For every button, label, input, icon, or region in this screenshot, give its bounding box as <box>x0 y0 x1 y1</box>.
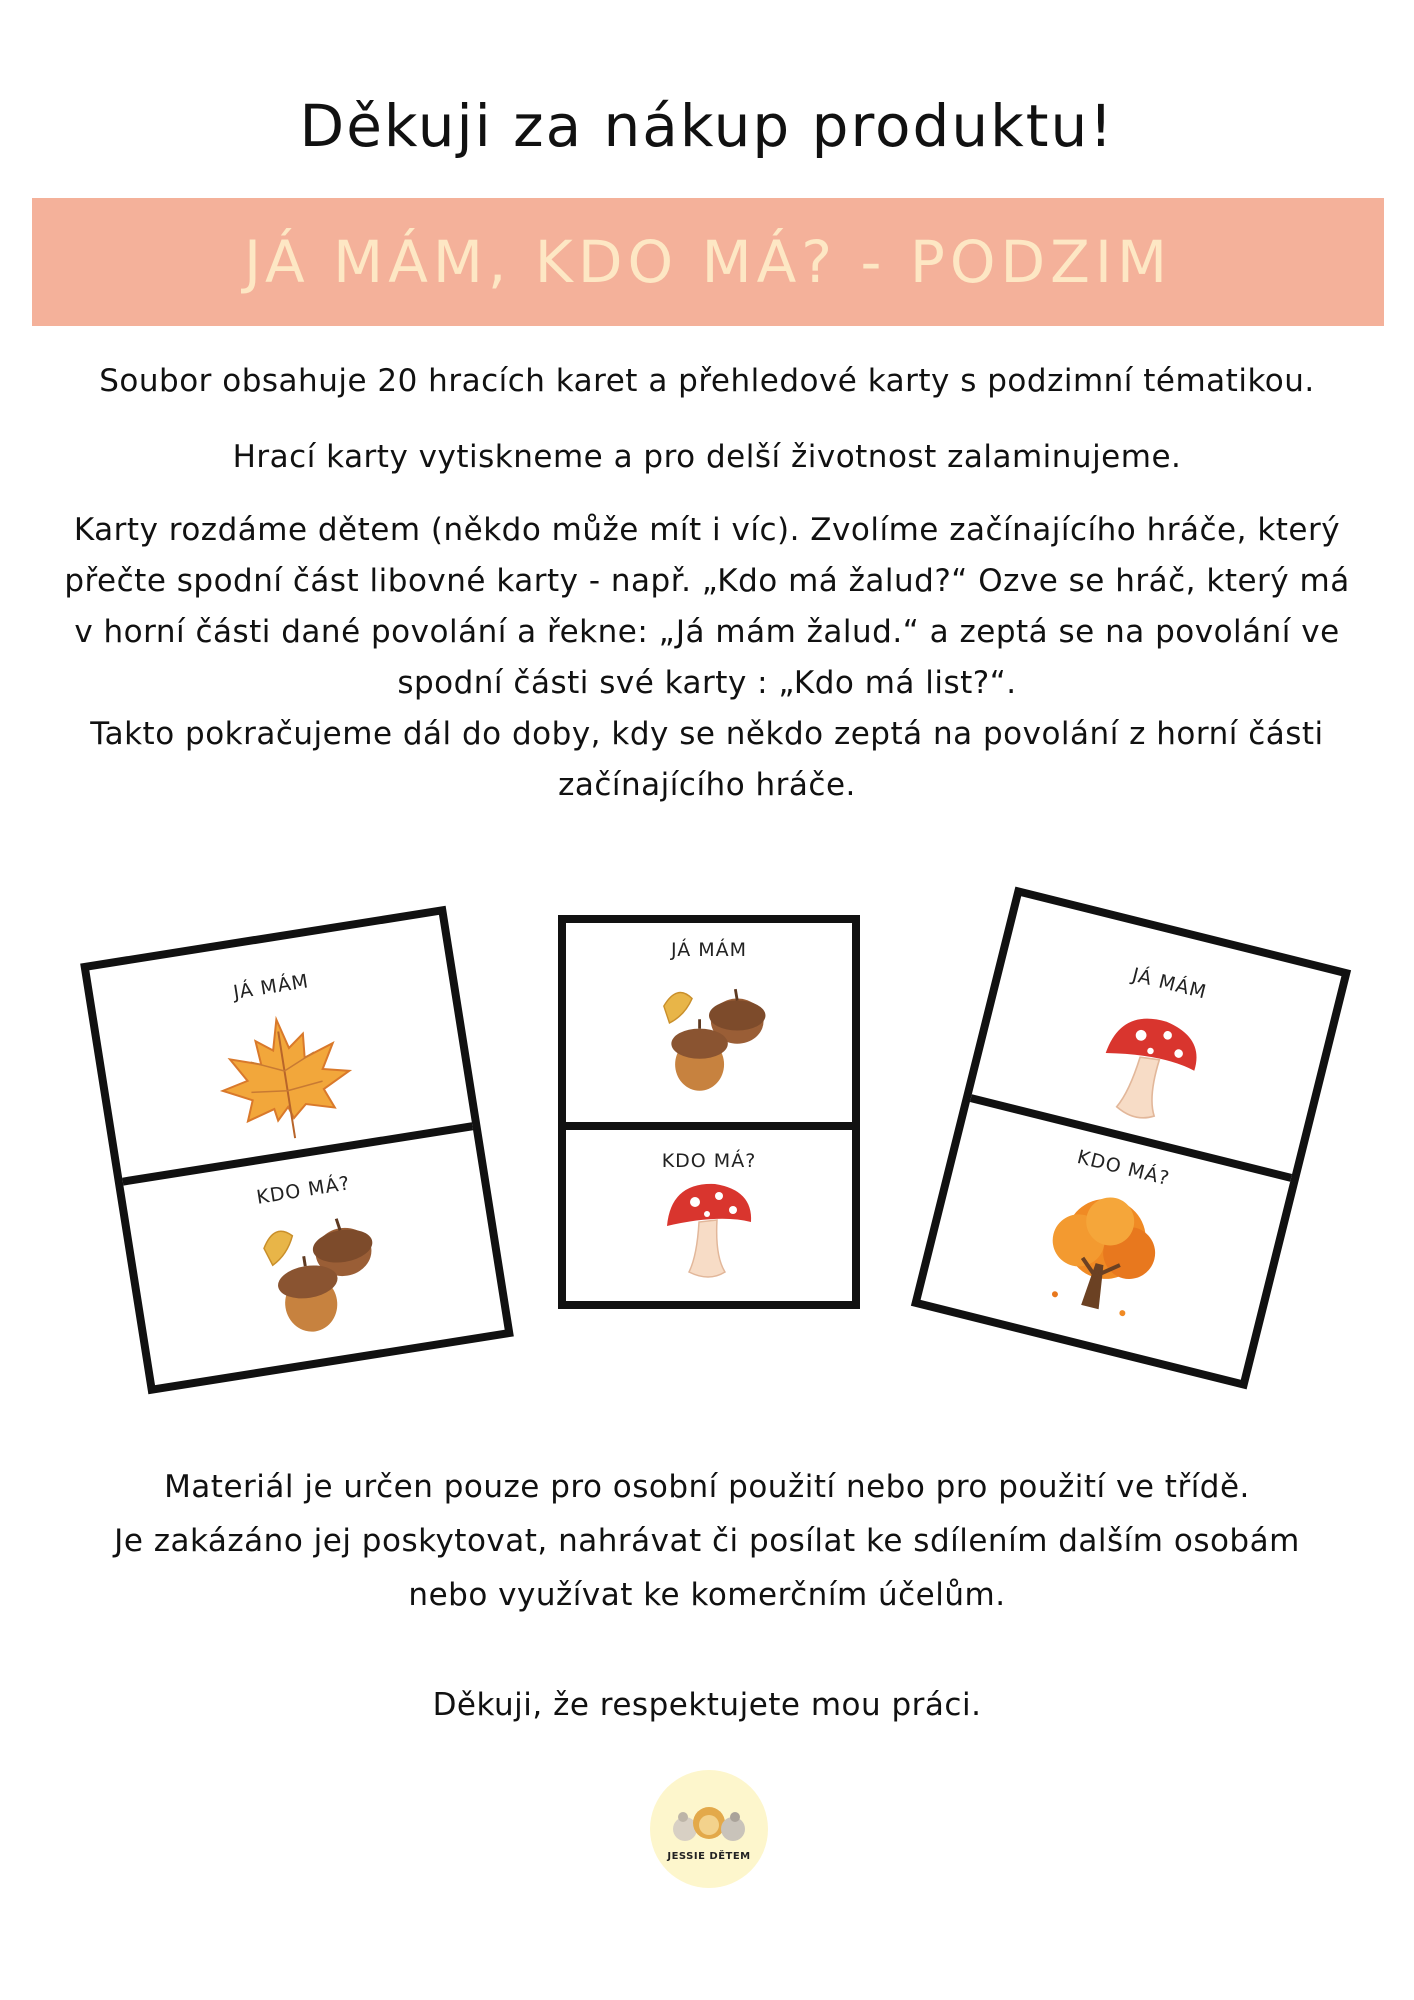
animals-logo-icon <box>669 1797 749 1849</box>
intro-text-1 <box>40 356 1374 407</box>
mushroom-icon <box>659 1176 759 1284</box>
instruction-line: v horní části dané povolání a řekne: „Já mám žalud.“ a zeptá se na povolání ve <box>74 614 1340 650</box>
card-top <box>566 923 852 1130</box>
card-bottom-label: KDO MÁ? <box>1074 1145 1173 1191</box>
instruction-line: začínajícího hráče. <box>558 767 856 803</box>
footer-notice <box>40 1460 1374 1622</box>
notice-line: nebo využívat ke komerčním účelům. <box>408 1577 1006 1613</box>
product-name: JÁ MÁM, KDO MÁ? - PODZIM <box>243 228 1173 296</box>
instruction-line: přečte spodní část libovné karty - např. „Kdo má žalud?“ Ozve se hráč, který má <box>64 563 1350 599</box>
thanks-text <box>40 1680 1374 1731</box>
game-card-2 <box>558 915 860 1309</box>
intro-line: Hrací karty vytiskneme a pro delší životnost zalaminujeme. <box>232 439 1182 475</box>
thanks-line: Děkuji, že respektujete mou práci. <box>432 1687 982 1723</box>
notice-line: Materiál je určen pouze pro osobní použití nebo pro použití ve třídě. <box>164 1469 1250 1505</box>
product-banner <box>32 198 1384 326</box>
card-top-label: JÁ MÁM <box>231 970 311 1004</box>
instruction-line: spodní části své karty : „Kdo má list?“. <box>397 665 1017 701</box>
instruction-line: Takto pokračujeme dál do doby, kdy se někdo zeptá na povolání z horní části <box>90 716 1324 752</box>
card-bottom <box>566 1130 852 1301</box>
logo-text: JESSIE DĚTEM <box>667 1850 751 1862</box>
page-title: Děkuji za nákup produktu! <box>299 92 1115 160</box>
intro-text-2 <box>40 432 1374 483</box>
instruction-line: Karty rozdáme dětem (někdo může mít i víc). Zvolíme začínajícího hráče, který <box>73 512 1341 548</box>
card-top-label: JÁ MÁM <box>1129 963 1210 1004</box>
brand-logo <box>650 1770 768 1888</box>
game-card-1 <box>80 906 514 1395</box>
acorn-icon <box>240 1201 395 1351</box>
notice-line: Je zakázáno jej poskytovat, nahrávat či posílat ke sdílením dalším osobám <box>114 1523 1300 1559</box>
autumn-tree-icon <box>1022 1174 1182 1334</box>
acorn-icon <box>645 977 773 1101</box>
game-card-3 <box>911 887 1351 1390</box>
card-bottom-label: KDO MÁ? <box>254 1172 352 1209</box>
maple-leaf-icon <box>204 1000 367 1153</box>
intro-line: Soubor obsahuje 20 hracích karet a přehledové karty s podzimní tématikou. <box>99 363 1315 399</box>
mushroom-icon <box>1078 998 1219 1139</box>
instructions <box>40 505 1374 811</box>
card-bottom-label: KDO MÁ? <box>661 1150 757 1172</box>
card-top-label: JÁ MÁM <box>670 939 748 961</box>
